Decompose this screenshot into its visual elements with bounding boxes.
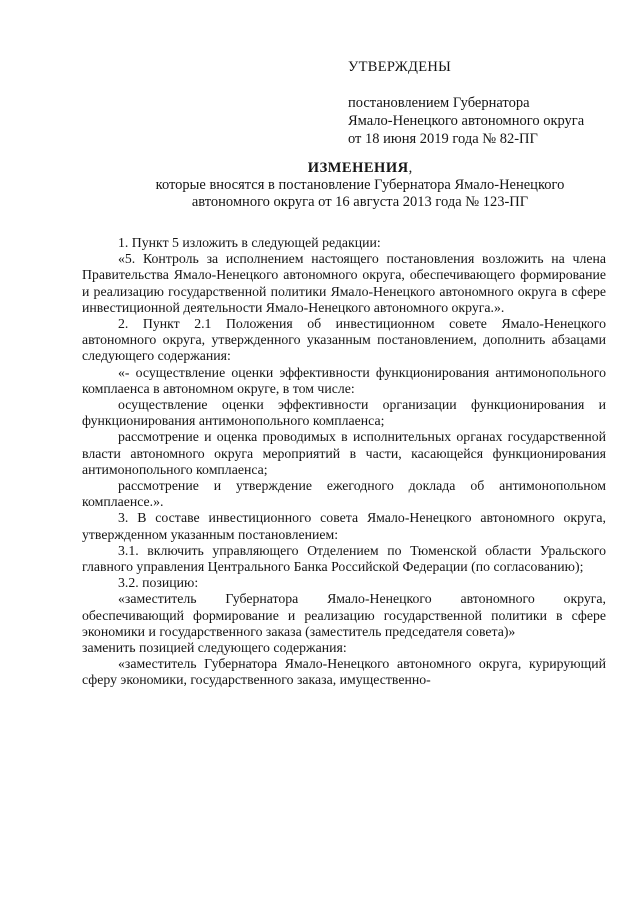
approval-line-2: Ямало-Ненецкого автономного округа — [348, 113, 585, 129]
approval-stamp — [348, 58, 584, 148]
paragraph: «- осуществление оценки эффективности функционирования антимонопольного комплаенса в автономном округе, в том числе: — [82, 364, 606, 396]
document-body — [82, 235, 606, 689]
paragraph: «5. Контроль за исполнением настоящего постановления возложить на члена Правительства Ямало-Ненецкого автономного округа, обеспечивающего формирование и реализацию государственной политики Ямало-Ненецкого автономного округа в сфере инвестиционной деятельности Ямало-Ненецкого автономного округа.». — [82, 251, 606, 315]
paragraph: 3. В составе инвестиционного совета Ямало-Ненецкого автономного округа, утвержденном указанным постановлением: — [82, 510, 606, 542]
approval-line-3: от 18 июня 2019 года № 82-ПГ — [348, 131, 538, 147]
paragraph: заменить позицией следующего содержания: — [82, 640, 347, 656]
paragraph: «заместитель Губернатора Ямало-Ненецкого автономного округа, обеспечивающий формирование и реализацию государственной политики в сфере экономики и государственного заказа (заместитель председателя совета)» — [82, 591, 606, 639]
paragraph: рассмотрение и оценка проводимых в исполнительных органах государственной власти автономного округа мероприятий в части, касающейся функционирования антимонопольного комплаенса; — [82, 429, 606, 477]
paragraph: рассмотрение и утверждение ежегодного доклада об антимонопольном комплаенсе.». — [82, 478, 606, 510]
approval-heading: УТВЕРЖДЕНЫ — [348, 59, 452, 75]
title-sub-1: которые вносятся в постановление Губернатора Ямало-Ненецкого — [155, 177, 565, 193]
title-comma: , — [408, 160, 413, 176]
paragraph: осуществление оценки эффективности организации функционирования и функционирования антимонопольного комплаенса; — [82, 397, 606, 429]
paragraph: 1. Пункт 5 изложить в следующей редакции: — [118, 235, 381, 250]
title-main: ИЗМЕНЕНИЯ — [307, 160, 409, 176]
paragraph: 2. Пункт 2.1 Положения об инвестиционном совете Ямало-Ненецкого автономного округа, утвержденного указанным постановлением, дополнить абзацами следующего содержания: — [82, 316, 606, 364]
document-title — [80, 160, 640, 211]
paragraph: 3.2. позицию: — [118, 575, 199, 591]
approval-line-1: постановлением Губернатора — [348, 95, 530, 111]
paragraph: 3.1. включить управляющего Отделением по Тюменской области Уральского главного управления Центрального Банка Российской Федерации (по согласованию); — [82, 542, 606, 575]
paragraph: «заместитель Губернатора Ямало-Ненецкого автономного округа, курирующий сферу экономики, государственного заказа, имущественно- — [82, 656, 606, 688]
title-sub-2: автономного округа от 16 августа 2013 года № 123-ПГ — [191, 194, 529, 210]
